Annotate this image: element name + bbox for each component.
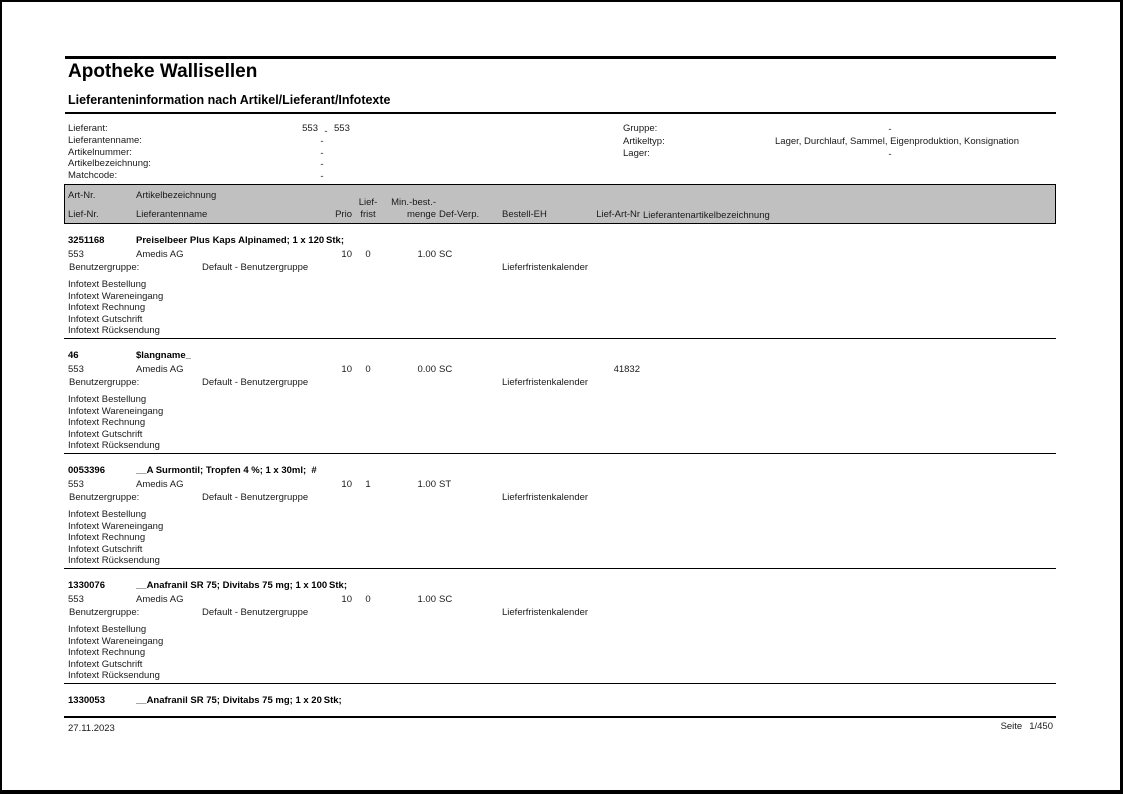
row-lieferfristenkalender: Lieferfristenkalender [502,262,589,273]
row-lieferfristenkalender: Lieferfristenkalender [502,607,589,618]
infotext-line: Infotext Rechnung [68,302,146,313]
col-header-artikelbezeichnung: Artikelbezeichnung [136,190,217,201]
filter-label-artikeltyp: Artikeltyp: [623,136,665,147]
row-benutzergruppe-label: Benutzergruppe: [69,262,140,273]
infotext-line: Infotext Wareneingang [68,636,164,647]
col-header-lieferantenname: Lieferantenname [136,209,208,220]
filter-value-artikeltyp: Lager, Durchlauf, Sammel, Eigenproduktion, Konsignation [775,136,1019,147]
row-min-best-menge: 0.00 [417,364,436,375]
row-lief-nr: 553 [68,479,84,490]
row-artikelbezeichnung: Preiselbeer Plus Kaps Alpinamed; 1 x 120 Stk; [136,235,344,246]
filter-value-gruppe: - [888,124,892,135]
block-separator [64,453,1056,454]
row-lief-nr: 553 [68,364,84,375]
infotext-line: Infotext Wareneingang [68,406,164,417]
page-title: Apotheke Wallisellen [68,61,258,82]
filter-value-lieferant-to: 553 [334,123,350,134]
infotext-line: Infotext Rechnung [68,647,146,658]
footer-rule [64,716,1056,718]
infotext-line: Infotext Gutschrift [68,314,143,325]
filter-value-matchcode: - [320,171,324,182]
row-benutzergruppe-value: Default - Benutzergruppe [202,607,309,618]
row-lief-nr: 553 [68,249,84,260]
row-lieferfristenkalender: Lieferfristenkalender [502,492,589,503]
row-artikelbezeichnung: $langname_ [136,350,191,361]
row-min-best-menge: 1.00 [417,249,436,260]
filter-label-artikelbezeichnung: Artikelbezeichnung: [68,158,151,169]
row-lief-frist: 1 [365,479,371,490]
row-art-nr: 46 [68,350,79,361]
row-art-nr: 3251168 [68,235,105,246]
row-min-best-menge: 1.00 [417,479,436,490]
col-header-lief-nr: Lief-Nr. [68,209,99,220]
row-lieferfristenkalender: Lieferfristenkalender [502,377,589,388]
row-lieferantenname: Amedis AG [136,364,184,375]
infotext-line: Infotext Wareneingang [68,291,164,302]
row-artikelbezeichnung: __A Surmontil; Tropfen 4 %; 1 x 30ml; # [136,465,317,476]
row-artikelbezeichnung: __Anafranil SR 75; Divitabs 75 mg; 1 x 100 Stk; [136,580,347,591]
col-header-art-nr: Art-Nr. [68,190,96,201]
col-header-min-best-line1: Min.-best.- [391,197,436,208]
row-benutzergruppe-value: Default - Benutzergruppe [202,492,309,503]
col-header-lieferantenartikelbezeichnung: Lieferantenartikelbezeichnung [643,210,770,221]
row-art-nr: 0053396 [68,465,105,476]
row-prio: 10 [341,594,352,605]
row-lieferantenname: Amedis AG [136,249,184,260]
row-benutzergruppe-label: Benutzergruppe: [69,607,140,618]
article-block [0,580,1123,695]
row-benutzergruppe-label: Benutzergruppe: [69,492,140,503]
col-header-lief-frist-line1: Lief- [358,197,378,208]
row-benutzergruppe-label: Benutzergruppe: [69,377,140,388]
row-lieferantenname: Amedis AG [136,594,184,605]
row-benutzergruppe-value: Default - Benutzergruppe [202,262,309,273]
col-header-min-best-line2: menge [406,209,436,220]
col-header-lief-frist-line2: frist [360,209,376,220]
row-prio: 10 [341,364,352,375]
row-def-verp: SC [439,249,453,260]
row-lieferantenname: Amedis AG [136,479,184,490]
subtitle-rule [65,112,1056,114]
infotext-line: Infotext Rücksendung [68,325,160,336]
block-separator [64,338,1056,339]
infotext-line: Infotext Rechnung [68,417,146,428]
row-art-nr: 1330053 [68,695,105,706]
row-prio: 10 [341,249,352,260]
row-lief-nr: 553 [68,594,84,605]
block-separator [64,683,1056,684]
footer-page-value: 1/450 [1029,721,1053,732]
row-def-verp: SC [439,364,453,375]
filter-value-lieferant-from: 553 [302,123,318,134]
footer-page-label: Seite [1000,721,1023,732]
filter-value-lieferant-sep: - [324,126,328,137]
col-header-def-verp: Def-Verp. [439,209,480,220]
row-lief-frist: 0 [365,364,371,375]
infotext-line: Infotext Gutschrift [68,659,143,670]
infotext-line: Infotext Rücksendung [68,670,160,681]
row-def-verp: ST [439,479,452,490]
filter-label-artikelnummer: Artikelnummer: [68,147,132,158]
row-prio: 10 [341,479,352,490]
infotext-line: Infotext Rücksendung [68,555,160,566]
filter-value-artikelbezeichnung: - [320,159,324,170]
row-lief-frist: 0 [365,594,371,605]
row-def-verp: SC [439,594,453,605]
col-header-prio: Prio [335,209,352,220]
block-separator [64,568,1056,569]
row-lief-art-nr: 41832 [613,364,640,375]
row-benutzergruppe-value: Default - Benutzergruppe [202,377,309,388]
filter-value-lieferantenname: - [320,136,324,147]
report-subtitle: Lieferanteninformation nach Artikel/Lieferant/Infotexte [68,93,391,107]
infotext-line: Infotext Bestellung [68,394,147,405]
top-rule [65,56,1056,59]
infotext-line: Infotext Rechnung [68,532,146,543]
article-block [0,465,1123,580]
row-art-nr: 1330076 [68,580,105,591]
filter-value-artikelnummer: - [320,148,324,159]
filter-label-gruppe: Gruppe: [623,123,658,134]
infotext-line: Infotext Bestellung [68,624,147,635]
infotext-line: Infotext Wareneingang [68,521,164,532]
filter-value-lager: - [888,149,892,160]
filter-label-lieferantenname: Lieferantenname: [68,135,142,146]
filter-label-matchcode: Matchcode: [68,170,118,181]
infotext-line: Infotext Bestellung [68,509,147,520]
article-block [0,235,1123,350]
row-min-best-menge: 1.00 [417,594,436,605]
col-header-bestell-eh: Bestell-EH [502,209,547,220]
infotext-line: Infotext Gutschrift [68,429,143,440]
row-artikelbezeichnung: __Anafranil SR 75; Divitabs 75 mg; 1 x 20 Stk; [136,695,342,706]
row-lief-frist: 0 [365,249,371,260]
infotext-line: Infotext Bestellung [68,279,147,290]
col-header-lief-art-nr: Lief-Art-Nr [596,209,640,220]
infotext-line: Infotext Gutschrift [68,544,143,555]
footer-date: 27.11.2023 [68,723,115,734]
footer-page [1001,721,1053,732]
article-block [0,350,1123,465]
filter-label-lager: Lager: [623,148,650,159]
infotext-line: Infotext Rücksendung [68,440,160,451]
filter-label-lieferant: Lieferant: [68,123,108,134]
